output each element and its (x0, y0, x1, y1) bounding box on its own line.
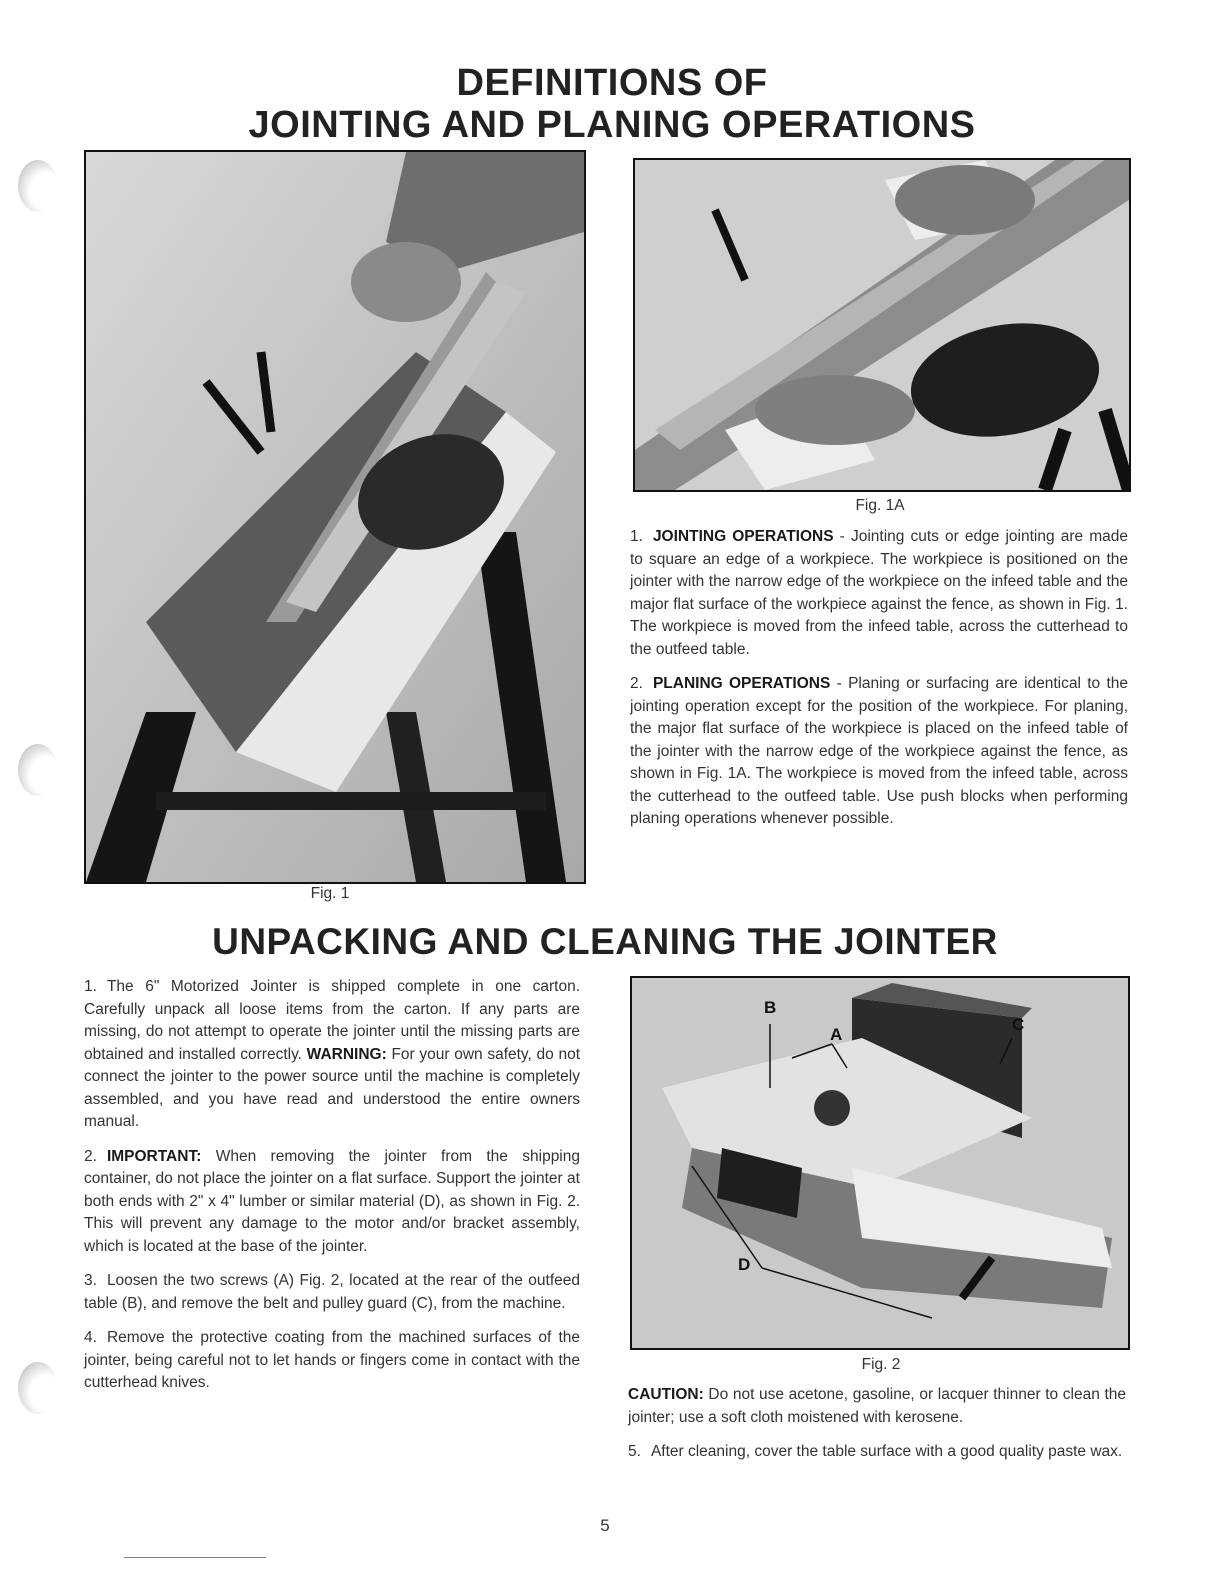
caution-note: CAUTION: Do not use acetone, gasoline, or lacquer thinner to clean the jointer; use a soft cloth moistened with kerosene. (628, 1386, 1126, 1426)
definitions-column (630, 526, 1128, 831)
definition-jointing: 1. JOINTING OPERATIONS - Jointing cuts or edge jointing are made to square an edge of a workpiece. The workpiece is positioned on the jointer with the narrow edge of the workpiece on the infeed table and the major flat surface of the workpiece against the fence, as shown in Fig. 1. The workpiece is moved from the infeed table, across the cutterhead to the outfeed table. (630, 528, 1128, 658)
unpacking-step-4: 4. Remove the protective coating from the machined surfaces of the jointer, being careful not to let hands or fingers come in contact with the cutterhead knives. (84, 1329, 580, 1391)
jointer-planing-illustration (635, 160, 1129, 490)
binder-hole-middle (18, 744, 58, 796)
planing-heading: PLANING OPERATIONS (652, 675, 831, 692)
page-number: 5 (600, 1516, 610, 1535)
fig2-photo (630, 976, 1130, 1350)
scan-line-mark (124, 1557, 266, 1558)
fig1-photo (84, 150, 586, 884)
fig1a-photo (633, 158, 1131, 492)
page-title-line-1: DEFINITIONS OF (456, 62, 768, 104)
unpacking-step-3: 3. Loosen the two screws (A) Fig. 2, located at the rear of the outfeed table (B), and remove the belt and pulley guard (C), from the machine. (84, 1272, 580, 1312)
page-title-line-2: JOINTING AND PLANING OPERATIONS (248, 104, 976, 146)
warning-label: WARNING: (306, 1045, 387, 1063)
callout-d: D (738, 1255, 751, 1274)
caution-label: CAUTION: (628, 1386, 704, 1403)
binder-hole-bottom (18, 1362, 58, 1414)
section-title-unpacking: UNPACKING AND CLEANING THE JOINTER (212, 921, 998, 962)
unpacking-left-column (84, 976, 580, 1395)
callout-a: A (830, 1025, 843, 1044)
binder-hole-top (18, 160, 58, 212)
cleaning-right-column (628, 1384, 1126, 1464)
callout-b: B (764, 998, 777, 1017)
callout-c: C (1012, 1015, 1025, 1034)
jointer-jointing-illustration (86, 152, 584, 882)
unpacking-step-2: 2. IMPORTANT: When removing the jointer from the shipping container, do not place the jointer on a flat surface. Support the jointer at both ends with 2" x 4" lumber or similar material (D), as shown in Fig. 2. This will prevent any damage to the motor and/or bracket assembly, which is located at the base of the jointer. (84, 1147, 580, 1255)
fig1-caption: Fig. 1 (310, 885, 350, 902)
jointing-heading: JOINTING OPERATIONS (652, 528, 834, 545)
important-label: IMPORTANT: (106, 1147, 202, 1165)
unpacking-step-5: 5. After cleaning, cover the table surface with a good quality paste wax. (628, 1443, 1123, 1460)
definition-planing: 2. PLANING OPERATIONS - Planing or surfacing are identical to the jointing operation except for the position of the workpiece. For planing, the major flat surface of the workpiece is placed on the infeed table of the jointer with the narrow edge of the workpiece against the fence, as shown in Fig. 1A. The workpiece is moved from the infeed table, across the cutterhead to the outfeed table. Use push blocks when performing planing operations whenever possible. (630, 675, 1129, 827)
fig2-caption: Fig. 2 (861, 1356, 901, 1373)
fig1a-caption: Fig. 1A (855, 497, 905, 514)
unpacking-step-1: 1. The 6" Motorized Jointer is shipped complete in one carton. Carefully unpack all loose items from the carton. If any parts are missing, do not attempt to operate the jointer until the missing parts are obtained and installed correctly. WARNING: For your own safety, do not connect the jointer to the power source until the machine is completely assembled, and you have read and understood the entire owners manual. (84, 978, 580, 1130)
jointer-parts-illustration (632, 978, 1128, 1348)
page-title (0, 62, 1224, 146)
